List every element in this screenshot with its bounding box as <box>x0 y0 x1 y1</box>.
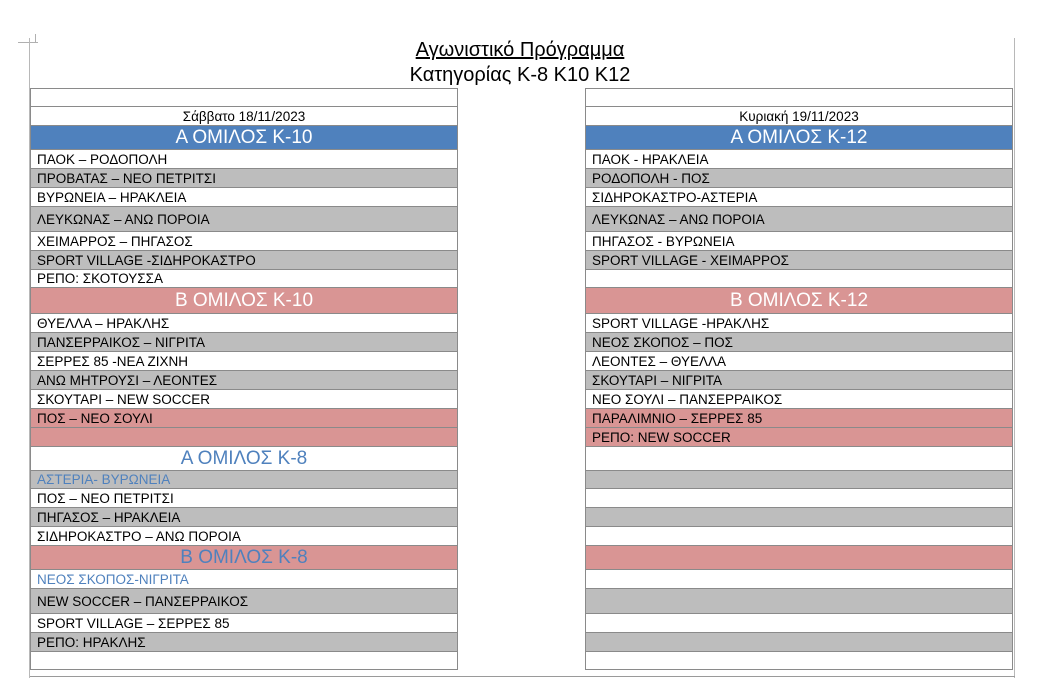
table-row: ΠΟΣ – ΝΕΟ ΠΕΤΡΙΤΣΙ <box>30 488 458 507</box>
table-row-empty <box>585 545 1013 569</box>
table-row-empty <box>30 427 458 446</box>
table-row: ΡΟΔΟΠΟΛΗ - ΠΟΣ <box>585 168 1013 187</box>
table-row-empty <box>585 88 1013 106</box>
table-row: SPORT VILLAGE -ΗΡΑΚΛΗΣ <box>585 313 1013 332</box>
table-row: ΛΕΟΝΤΕΣ – ΘΥΕΛΛΑ <box>585 351 1013 370</box>
table-row: ΣΚΟΥΤΑΡΙ – ΝΙΓΡΙΤΑ <box>585 370 1013 389</box>
table-row: ΣΙΔΗΡΟΚΑΣΤΡΟ-ΑΣΤΕΡΙΑ <box>585 187 1013 206</box>
table-row: ΣΚΟΥΤΑΡΙ – NEW SOCCER <box>30 389 458 408</box>
sunday-schedule-table <box>585 88 1013 670</box>
table-row-empty <box>585 588 1013 613</box>
group-header-a-k12: Α ΟΜΙΛΟΣ Κ-12 <box>585 125 1013 149</box>
table-row: ΠΗΓΑΣΟΣ – ΗΡΑΚΛΕΙΑ <box>30 507 458 526</box>
table-row: NEW SOCCER – ΠΑΝΣΕΡΡΑΙΚΟΣ <box>30 588 458 613</box>
table-row: ΑΝΩ ΜΗΤΡΟΥΣΙ – ΛΕΟΝΤΕΣ <box>30 370 458 389</box>
table-row-empty <box>30 651 458 670</box>
table-row: ΠΑΡΑΛΙΜΝΙΟ – ΣΕΡΡΕΣ 85 <box>585 408 1013 427</box>
group-header-b-k10: Β ΟΜΙΛΟΣ Κ-10 <box>30 287 458 313</box>
sunday-date: Κυριακή 19/11/2023 <box>585 106 1013 125</box>
table-row: SPORT VILLAGE – ΣΕΡΡΕΣ 85 <box>30 613 458 632</box>
document-title: Αγωνιστικό Πρόγραμμα <box>415 39 625 61</box>
document-subtitle: Κατηγορίας Κ-8 Κ10 Κ12 <box>409 64 631 86</box>
table-row: ΝΕΟΣ ΣΚΟΠΟΣ-ΝΙΓΡΙΤΑ <box>30 569 458 588</box>
saturday-schedule-table <box>30 88 458 670</box>
table-row-empty <box>585 569 1013 588</box>
table-row-empty <box>585 446 1013 470</box>
table-row: ΠΗΓΑΣΟΣ - ΒΥΡΩΝΕΙΑ <box>585 231 1013 250</box>
table-row: ΡΕΠΟ: ΗΡΑΚΛΗΣ <box>30 632 458 651</box>
table-row: ΑΣΤΕΡΙΑ- ΒΥΡΩΝΕΙΑ <box>30 470 458 488</box>
table-row-empty <box>585 488 1013 507</box>
table-row: ΠΑΝΣΕΡΡΑΙΚΟΣ – ΝΙΓΡΙΤΑ <box>30 332 458 351</box>
table-row-empty <box>30 88 458 106</box>
table-row: SPORT VILLAGE - ΧΕΙΜΑΡΡΟΣ <box>585 250 1013 269</box>
table-row-empty <box>585 613 1013 632</box>
group-header-b-k8: Β ΟΜΙΛΟΣ Κ-8 <box>30 545 458 569</box>
table-row: ΠΑΟΚ – ΡΟΔΟΠΟΛΗ <box>30 149 458 168</box>
table-row-empty <box>585 269 1013 287</box>
table-row-empty <box>585 470 1013 488</box>
table-row: ΣΕΡΡΕΣ 85 -ΝΕΑ ΖΙΧΝΗ <box>30 351 458 370</box>
table-row: ΝΕΟ ΣΟΥΛΙ – ΠΑΝΣΕΡΡΑΙΚΟΣ <box>585 389 1013 408</box>
table-row-empty <box>585 507 1013 526</box>
table-row: ΧΕΙΜΑΡΡΟΣ – ΠΗΓΑΣΟΣ <box>30 231 458 250</box>
table-row: ΠΑΟΚ - ΗΡΑΚΛΕΙΑ <box>585 149 1013 168</box>
table-row: ΛΕΥΚΩΝΑΣ – ΑΝΩ ΠΟΡΟΙΑ <box>30 206 458 231</box>
table-row: ΛΕΥΚΩΝΑΣ – ΑΝΩ ΠΟΡΟΙΑ <box>585 206 1013 231</box>
table-row: ΒΥΡΩΝΕΙΑ – ΗΡΑΚΛΕΙΑ <box>30 187 458 206</box>
group-header-b-k12: Β ΟΜΙΛΟΣ Κ-12 <box>585 287 1013 313</box>
table-row: ΘΥΕΛΛΑ – ΗΡΑΚΛΗΣ <box>30 313 458 332</box>
table-row: ΡΕΠΟ: NEW SOCCER <box>585 427 1013 446</box>
page-bottom-line <box>30 676 1015 677</box>
table-row-empty <box>585 651 1013 670</box>
group-header-a-k10: Α ΟΜΙΛΟΣ Κ-10 <box>30 125 458 149</box>
table-row: ΣΙΔΗΡΟΚΑΣΤΡΟ – ΑΝΩ ΠΟΡΟΙΑ <box>30 526 458 545</box>
group-header-a-k8: Α ΟΜΙΛΟΣ Κ-8 <box>30 446 458 470</box>
table-row: SPORT VILLAGE -ΣΙΔΗΡΟΚΑΣΤΡΟ <box>30 250 458 269</box>
page-border-right <box>1014 38 1015 678</box>
table-row: ΡΕΠΟ: ΣΚΟΤΟΥΣΣΑ <box>30 269 458 287</box>
table-row: ΝΕΟΣ ΣΚΟΠΟΣ – ΠΟΣ <box>585 332 1013 351</box>
table-row: ΠΟΣ – ΝΕΟ ΣΟΥΛΙ <box>30 408 458 427</box>
table-row-empty <box>585 632 1013 651</box>
saturday-date: Σάββατο 18/11/2023 <box>30 106 458 125</box>
table-row-empty <box>585 526 1013 545</box>
table-row: ΠΡΟΒΑΤΑΣ – ΝΕΟ ΠΕΤΡΙΤΣΙ <box>30 168 458 187</box>
